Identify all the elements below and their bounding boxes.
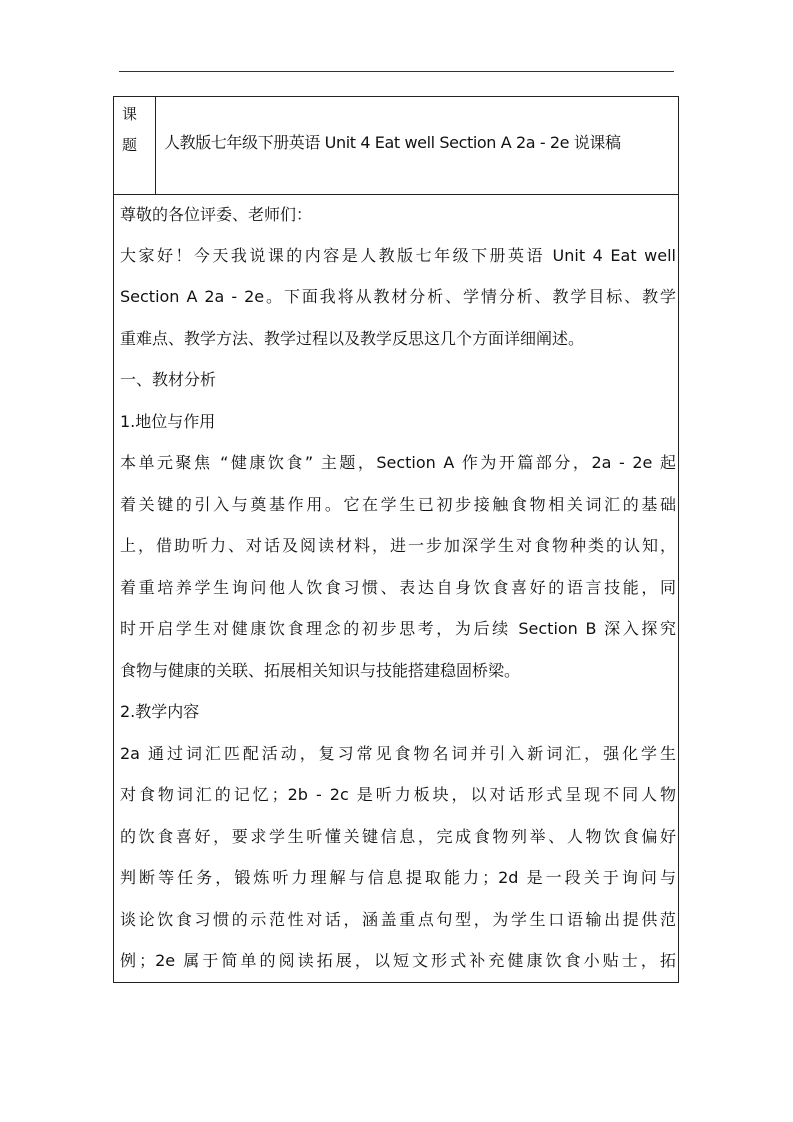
topic-label-cell	[114, 97, 156, 194]
text-line: 食物与健康的关联、拓展相关知识与技能搭建稳固桥梁。	[120, 661, 521, 680]
text-line: 着关键的引入与奠基作用。它在学生已初步接触食物相关词汇的基础	[120, 495, 676, 514]
greeting-line: 尊敬的各位评委、老师们：	[120, 205, 313, 224]
text-line: 判断等任务，锻炼听力理解与信息提取能力；2d 是一段关于询问与	[120, 868, 676, 887]
text-line: 的饮食喜好，要求学生听懂关键信息，完成食物列举、人物饮食偏好	[120, 827, 676, 846]
text-line: 本单元聚焦 “健康饮食” 主题，Section A 作为开篇部分，2a - 2e 起	[120, 453, 676, 472]
subsection-heading: 1.地位与作用	[120, 412, 216, 431]
subsection-heading: 2.教学内容	[120, 702, 200, 721]
text-line: 例；2e 属于简单的阅读拓展，以短文形式补充健康饮食小贴士，拓	[120, 951, 676, 970]
topic-label-char-1: 课	[122, 105, 138, 123]
lesson-table	[113, 96, 679, 983]
text-line: 上，借助听力、对话及阅读材料，进一步加深学生对食物种类的认知，	[120, 536, 676, 555]
section-heading: 一、教材分析	[120, 370, 217, 389]
text-line: 时开启学生对健康饮食理念的初步思考，为后续 Section B 深入探究	[120, 619, 676, 638]
text-line: 大家好！今天我说课的内容是人教版七年级下册英语 Unit 4 Eat well	[120, 246, 676, 265]
topic-label-char-2: 题	[122, 136, 138, 154]
text-line: Section A 2a - 2e。下面我将从教材分析、学情分析、教学目标、教学	[120, 287, 676, 306]
text-line: 谈论饮食习惯的示范性对话，涵盖重点句型，为学生口语输出提供范	[120, 910, 676, 929]
text-line: 2a 通过词汇匹配活动，复习常见食物名词并引入新词汇，强化学生	[120, 744, 676, 763]
title-row	[114, 97, 678, 195]
page-header-rule	[119, 71, 674, 72]
text-line: 着重培养学生询问他人饮食习惯、表达自身饮食喜好的语言技能，同	[120, 578, 676, 597]
lesson-title: 人教版七年级下册英语 Unit 4 Eat well Section A 2a - 2e 说课稿	[164, 133, 621, 152]
text-line: 重难点、教学方法、教学过程以及教学反思这几个方面详细阐述。	[120, 329, 585, 348]
text-line: 对食物词汇的记忆；2b - 2c 是听力板块，以对话形式呈现不同人物	[120, 785, 676, 804]
